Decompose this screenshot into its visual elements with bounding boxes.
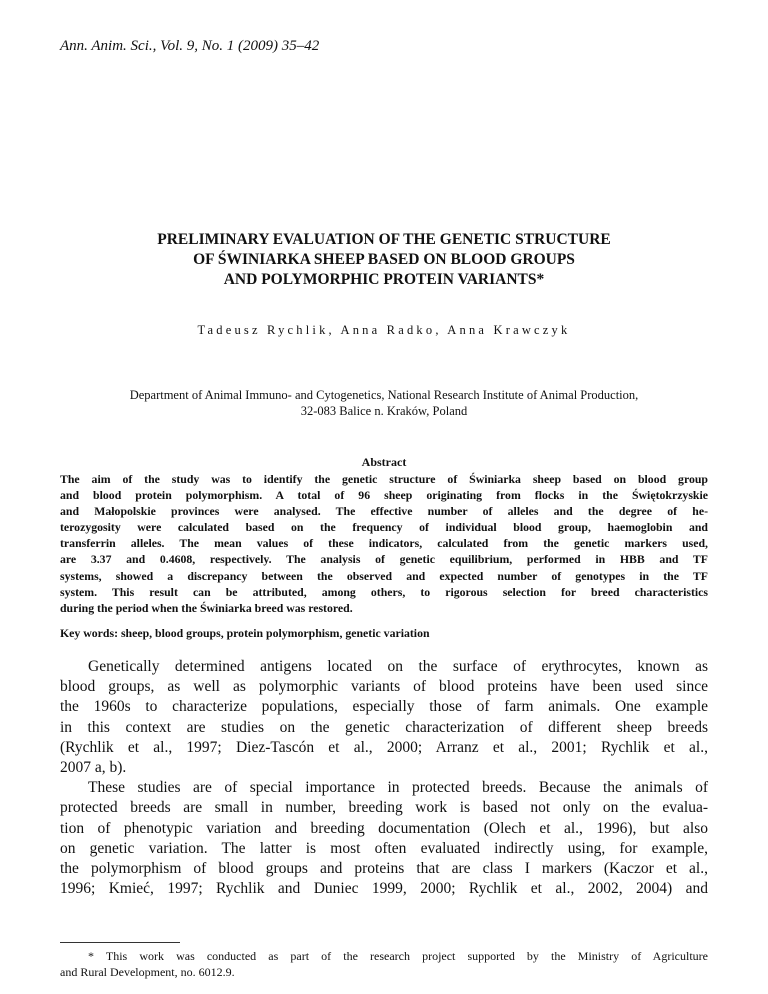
abstract-line: and Małopolskie provinces were analysed. The effective number of alleles and the degree of he- [60, 504, 708, 519]
affiliation-line: 32-083 Balice n. Kraków, Poland [300, 404, 468, 418]
affiliation-line: Department of Animal Immuno- and Cytogenetics, National Research Institute of Animal Production, [129, 388, 639, 402]
abstract-line: system. This result can be attributed, among others, to rigorous selection for breed characteristics [60, 584, 708, 599]
keywords: Key words: sheep, blood groups, protein polymorphism, genetic variation [60, 626, 430, 640]
body-line: in this context are studies on the genetic characterization of different sheep breeds [60, 718, 708, 736]
abstract-line: The aim of the study was to identify the genetic structure of Świniarka sheep based on blood group [60, 472, 708, 486]
body-line: 1996; Kmieć, 1997; Rychlik and Duniec 1999, 2000; Rychlik et al., 2002, 2004) and [60, 880, 708, 898]
title-line: AND POLYMORPHIC PROTEIN VARIANTS* [223, 271, 545, 288]
body-line: These studies are of special importance in protected breeds. Because the animals of [88, 779, 708, 797]
title-line: PRELIMINARY EVALUATION OF THE GENETIC STRUCTURE [157, 231, 611, 248]
body-line: protected breeds are small in number, breeding work is based not only on the evalua- [60, 799, 708, 817]
footnote-divider [60, 942, 180, 943]
abstract-line: terozygosity were calculated based on the frequency of individual blood group, haemoglobin and [60, 520, 708, 535]
journal-citation: Ann. Anim. Sci., Vol. 9, No. 1 (2009) 35–42 [60, 38, 320, 54]
abstract-line: systems, showed a discrepancy between the observed and expected number of genotypes in the TF [60, 568, 708, 583]
body-line: the polymorphism of blood groups and proteins that are class I markers (Kaczor et al., [60, 860, 708, 878]
paper-title [60, 230, 708, 290]
footnote [60, 948, 708, 980]
footnote-line: and Rural Development, no. 6012.9. [60, 965, 235, 979]
abstract-heading: Abstract [361, 455, 407, 469]
abstract-body [60, 471, 708, 616]
body-line: on genetic variation. The latter is most often evaluated indirectly using, for example, [60, 839, 708, 857]
body-line: Genetically determined antigens located on the surface of erythrocytes, known as [88, 658, 708, 675]
body-text [60, 657, 708, 899]
abstract-line: transferrin alleles. The mean values of these indicators, calculated from the genetic markers used, [60, 536, 708, 551]
abstract-line: and blood protein polymorphism. A total of 96 sheep originating from flocks in the Świętokrzyskie [60, 488, 708, 503]
abstract-line: during the period when the Świniarka breed was restored. [60, 600, 353, 615]
title-line: OF ŚWINIARKA SHEEP BASED ON BLOOD GROUPS [193, 251, 575, 268]
authors: Tadeusz Rychlik, Anna Radko, Anna Krawczyk [197, 323, 571, 337]
body-line: (Rychlik et al., 1997; Diez-Tascón et al., 2000; Arranz et al., 2001; Rychlik et al., [60, 738, 708, 756]
abstract-line: are 3.37 and 0.4608, respectively. The analysis of genetic equilibrium, performed in HBB and TF [60, 552, 708, 567]
body-line: 2007 a, b). [60, 759, 127, 777]
body-line: the 1960s to characterize populations, especially those of farm animals. One example [60, 698, 708, 716]
footnote-line: * This work was conducted as part of the research project supported by the Ministry of Agriculture [88, 949, 708, 963]
body-line: blood groups, as well as polymorphic variants of blood proteins have been used since [60, 678, 708, 696]
body-line: tion of phenotypic variation and breeding documentation (Olech et al., 1996), but also [60, 819, 708, 837]
affiliation [60, 387, 708, 419]
